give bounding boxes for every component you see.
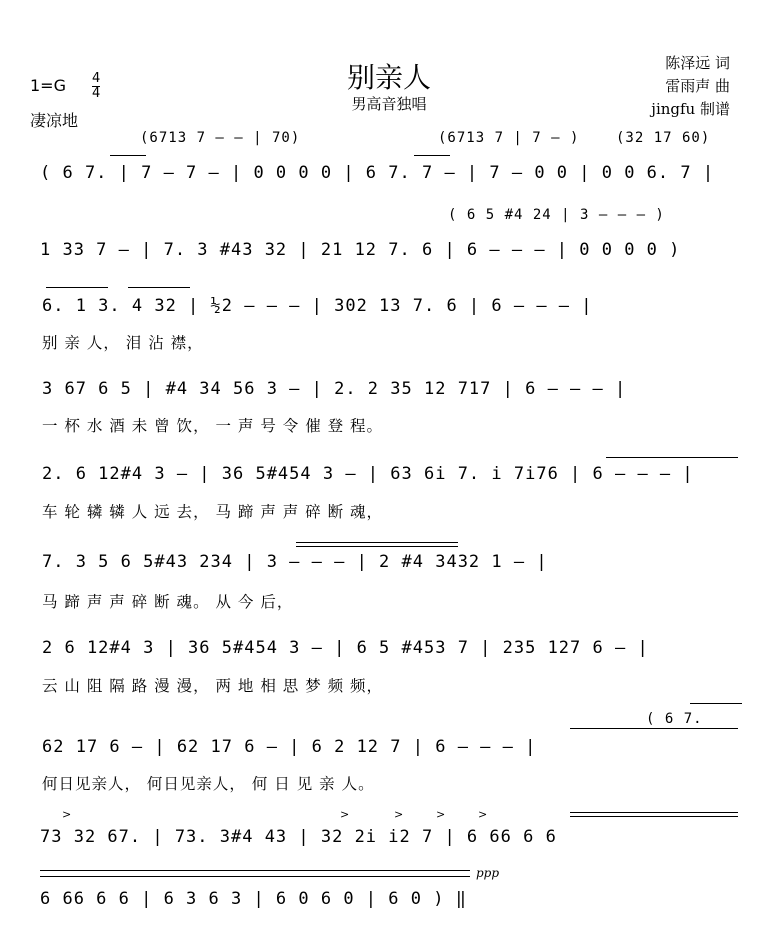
lyric-row-7: 云 山 阻 隔 路 漫 漫， 两 地 相 思 梦 频 频， xyxy=(42,677,384,695)
score-row-5: 2. 6 12#4 3 – | 36 5#454 3 – | 63 6i 7. i 7i76 | 6 – – – | xyxy=(42,464,694,484)
time-signature xyxy=(92,72,100,101)
score-row-1: ( 6 7. | 7 – 7 – | 0 0 0 0 | 6 7. 7 – | 7 – 0 0 | 0 0 6. 7 | xyxy=(40,163,715,183)
accent-mark: > xyxy=(394,808,404,821)
song-title: 别亲人 xyxy=(346,61,431,94)
score-row-7: 2 6 12#4 3 | 36 5#454 3 – | 6 5 #453 7 | 235 127 6 – | xyxy=(42,638,649,658)
score-row-4: 3 67 6 5 | #4 34 56 3 – | 2. 2 35 12 717 | 6 – – – | xyxy=(42,379,627,399)
lyric-row-4: 一 杯 水 酒 未 曾 饮， 一 声 号 令 催 登 程。 xyxy=(42,417,384,435)
song-subtitle: 男高音独唱 xyxy=(351,95,427,113)
arranger: jingfu 制谱 xyxy=(651,100,730,118)
slur xyxy=(110,155,146,156)
lyric-row-5: 车 轮 辚 辚 人 远 去， 马 蹄 声 声 碎 断 魂， xyxy=(42,503,384,521)
accent-mark: > xyxy=(436,808,446,821)
prelude-1: (6713 7 – – | 70) xyxy=(140,130,301,146)
accent-mark: > xyxy=(478,808,488,821)
score-row-8: 62 17 6 – | 62 17 6 – | 6 2 12 7 | 6 – – – | xyxy=(42,737,537,757)
slur xyxy=(46,287,108,288)
score-row-9: 73 32 67. | 73. 3#4 43 | 32 2i i2 7 | 6 66 6 6 xyxy=(40,827,557,847)
lyric-row-6: 马 蹄 声 声 碎 断 魂。 从 今 后， xyxy=(42,593,294,611)
prelude-row-8: ( 6 7. xyxy=(646,711,703,727)
prelude-row-2: ( 6 5 #4 24 | 3 – – – ) xyxy=(448,207,665,223)
tempo-mood: 凄凉地 xyxy=(30,111,79,130)
accent-mark: > xyxy=(340,808,350,821)
fermata-line xyxy=(570,816,738,817)
slur xyxy=(128,287,190,288)
fermata-line xyxy=(606,457,738,458)
dynamic-ppp: ppp xyxy=(476,866,500,880)
fermata-line xyxy=(570,728,738,729)
decrescendo-line xyxy=(40,876,470,877)
score-row-3: 6. 1 3. 4 32 | ½2 – – – | 302 13 7. 6 | 6 – – – | xyxy=(42,296,593,316)
time-top: 4 xyxy=(92,71,101,86)
slur xyxy=(414,155,450,156)
score-row-6: 7. 3 5 6 5#43 234 | 3 – – – | 2 #4 3432 1 – | xyxy=(42,552,548,572)
composer: 雷雨声 曲 xyxy=(665,77,730,95)
time-bottom: 4 xyxy=(92,86,101,101)
lyric-row-3: 别 亲 人， 泪 沾 襟， xyxy=(42,334,204,352)
score-row-2: 1 33 7 – | 7. 3 #43 32 | 21 12 7. 6 | 6 – – – | 0 0 0 0 ) xyxy=(40,240,681,260)
prelude-3: (32 17 60) xyxy=(616,130,711,146)
lyric-row-8: 何日见亲人， 何日见亲人， 何 日 见 亲 人。 xyxy=(42,775,375,793)
score-row-10: 6 66 6 6 | 6 3 6 3 | 6 0 6 0 | 6 0 ) ‖ xyxy=(40,889,467,909)
prelude-2: (6713 7 | 7 – ) xyxy=(438,130,580,146)
fermata-line xyxy=(296,542,458,543)
key-signature: 1=G xyxy=(30,76,66,95)
decrescendo-line xyxy=(40,870,470,871)
credits xyxy=(651,52,730,121)
slur xyxy=(690,703,742,704)
fermata-line xyxy=(296,546,458,547)
lyricist: 陈泽远 词 xyxy=(665,54,730,72)
fermata-line xyxy=(570,812,738,813)
accent-mark: > xyxy=(62,808,72,821)
